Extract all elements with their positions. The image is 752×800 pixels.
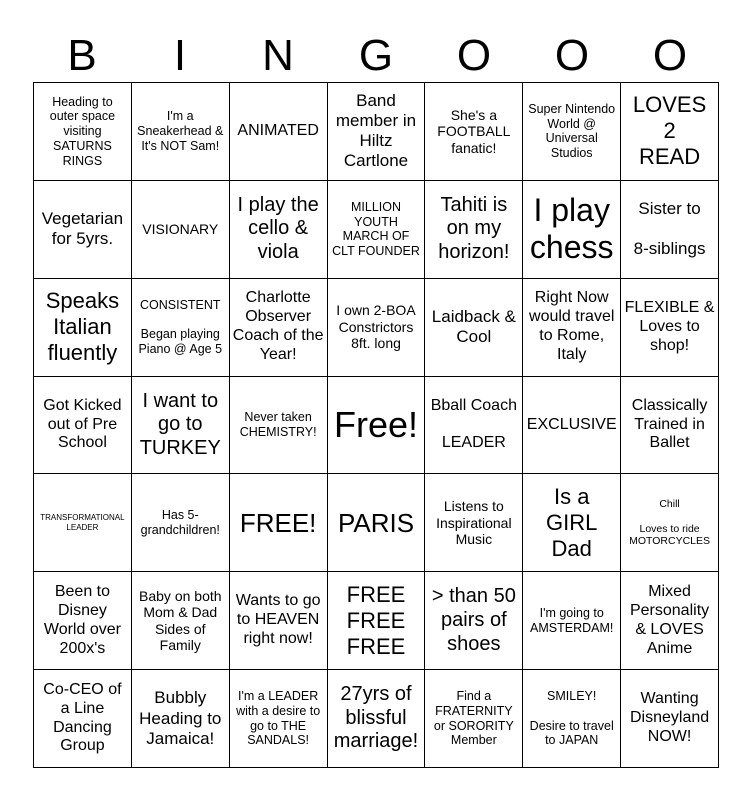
bingo-cell: SMILEY! Desire to travel to JAPAN	[523, 670, 621, 768]
bingo-cell: Laidback & Cool	[425, 279, 523, 377]
bingo-cell: CONSISTENT Began playing Piano @ Age 5	[132, 279, 230, 377]
bingo-board	[33, 82, 719, 768]
bingo-cell: VISIONARY	[132, 181, 230, 279]
free-space-cell: FREE!	[230, 474, 328, 572]
bingo-cell: Got Kicked out of Pre School	[34, 377, 132, 475]
bingo-cell: Wanting Disneyland NOW!	[621, 670, 719, 768]
bingo-cell: Bubbly Heading to Jamaica!	[132, 670, 230, 768]
bingo-cell: > than 50 pairs of shoes	[425, 572, 523, 670]
header-letter-1: B	[67, 31, 97, 80]
header-letter-5: O	[456, 31, 492, 80]
bingo-cell: Band member in Hiltz Cartlone	[328, 83, 426, 181]
bingo-cell: Baby on both Mom & Dad Sides of Family	[132, 572, 230, 670]
bingo-cell: I want to go to TURKEY	[132, 377, 230, 475]
bingo-cell: 27yrs of blissful marriage!	[328, 670, 426, 768]
header-letter-6: O	[554, 31, 590, 80]
bingo-cell: Bball Coach LEADER	[425, 377, 523, 475]
bingo-cell: Co-CEO of a Line Dancing Group	[34, 670, 132, 768]
bingo-cell: ANIMATED	[230, 83, 328, 181]
bingo-cell: Wants to go to HEAVEN right now!	[230, 572, 328, 670]
bingo-cell: Right Now would travel to Rome, Italy	[523, 279, 621, 377]
bingo-cell: Mixed Personality & LOVES Anime	[621, 572, 719, 670]
bingo-cell: FLEXIBLE & Loves to shop!	[621, 279, 719, 377]
bingo-cell: I play chess	[523, 181, 621, 279]
bingo-cell: Find a FRATERNITY or SORORITY Member	[425, 670, 523, 768]
bingo-cell: Been to Disney World over 200x's	[34, 572, 132, 670]
bingo-cell: TRANSFORMATIONAL LEADER	[34, 474, 132, 572]
bingo-header	[33, 30, 719, 82]
free-space-cell: FREE FREE FREE	[328, 572, 426, 670]
bingo-cell: I'm going to AMSTERDAM!	[523, 572, 621, 670]
bingo-cell: I own 2-BOA Constrictors 8ft. long	[328, 279, 426, 377]
bingo-cell: PARIS	[328, 474, 426, 572]
bingo-cell: She's a FOOTBALL fanatic!	[425, 83, 523, 181]
header-letter-4: G	[358, 31, 394, 80]
bingo-cell: LOVES 2 READ	[621, 83, 719, 181]
bingo-cell: Speaks Italian fluently	[34, 279, 132, 377]
bingo-cell: MILLION YOUTH MARCH OF CLT FOUNDER	[328, 181, 426, 279]
bingo-cell: EXCLUSIVE	[523, 377, 621, 475]
bingo-cell: Sister to 8-siblings	[621, 181, 719, 279]
free-space-cell: Free!	[328, 377, 426, 475]
bingo-cell: Classically Trained in Ballet	[621, 377, 719, 475]
header-letter-3: N	[262, 31, 294, 80]
bingo-cell: Tahiti is on my horizon!	[425, 181, 523, 279]
bingo-cell: I'm a LEADER with a desire to go to THE SANDALS!	[230, 670, 328, 768]
bingo-cell: Chill Loves to ride MOTORCYCLES	[621, 474, 719, 572]
header-letter-7: O	[652, 31, 688, 80]
bingo-cell: Super Nintendo World @ Universal Studios	[523, 83, 621, 181]
bingo-cell: Charlotte Observer Coach of the Year!	[230, 279, 328, 377]
bingo-cell: Is a GIRL Dad	[523, 474, 621, 572]
bingo-cell: I'm a Sneakerhead & It's NOT Sam!	[132, 83, 230, 181]
bingo-cell: Heading to outer space visiting SATURNS RINGS	[34, 83, 132, 181]
bingo-cell: I play the cello & viola	[230, 181, 328, 279]
bingo-cell: Has 5-grandchildren!	[132, 474, 230, 572]
bingo-cell: Never taken CHEMISTRY!	[230, 377, 328, 475]
header-letter-2: I	[173, 31, 187, 80]
bingo-cell: Vegetarian for 5yrs.	[34, 181, 132, 279]
bingo-cell: Listens to Inspirational Music	[425, 474, 523, 572]
